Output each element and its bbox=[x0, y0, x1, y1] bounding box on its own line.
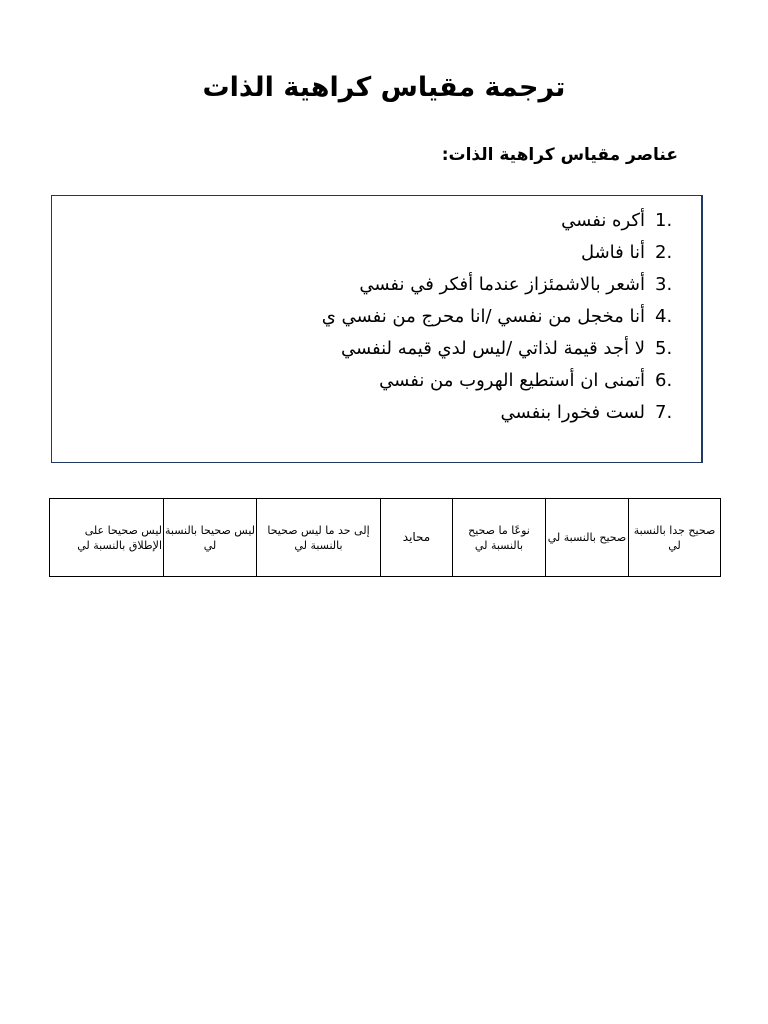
items-box bbox=[51, 195, 703, 463]
item-number: 6. bbox=[655, 370, 673, 391]
scale-option-somewhat-true: نوعًا ما صحيح بالنسبة لي bbox=[453, 499, 546, 577]
item-number: 2. bbox=[655, 242, 673, 263]
list-item bbox=[322, 301, 693, 333]
scale-option-true: صحيح بالنسبة لي bbox=[546, 499, 629, 577]
item-text: لست فخورا بنفسي bbox=[500, 402, 645, 423]
item-text: أشعر بالاشمئزاز عندما أفكر في نفسي bbox=[359, 274, 645, 295]
list-item bbox=[322, 365, 693, 397]
list-item bbox=[322, 237, 693, 269]
section-heading: عناصر مقياس كراهية الذات: bbox=[441, 145, 678, 165]
item-text: أنا فاشل bbox=[580, 242, 645, 263]
item-text: أكره نفسي bbox=[561, 210, 645, 231]
item-number: 3. bbox=[655, 274, 673, 295]
table-row bbox=[50, 499, 721, 577]
items-list bbox=[322, 205, 693, 429]
list-item bbox=[322, 269, 693, 301]
list-item bbox=[322, 333, 693, 365]
item-number: 7. bbox=[655, 402, 673, 423]
list-item bbox=[322, 205, 693, 237]
item-text: أنا مخجل من نفسي /انا محرج من نفسي ي bbox=[321, 306, 645, 327]
response-scale-table bbox=[49, 498, 721, 577]
page-title: ترجمة مقياس كراهية الذات bbox=[202, 72, 566, 103]
item-number: 1. bbox=[655, 210, 673, 231]
list-item bbox=[322, 397, 693, 429]
item-text: أتمنى ان أستطيع الهروب من نفسي bbox=[379, 370, 645, 391]
scale-option-not-at-all-true: ليس صحيحا على الإطلاق بالنسبة لي bbox=[50, 499, 164, 577]
item-text: لا أجد قيمة لذاتي /ليس لدي قيمه لنفسي bbox=[340, 338, 645, 359]
item-number: 4. bbox=[655, 306, 673, 327]
scale-option-somewhat-untrue: إلى حد ما ليس صحيحا بالنسبة لي bbox=[257, 499, 381, 577]
scale-option-untrue: ليس صحيحا بالنسبة لي bbox=[164, 499, 257, 577]
scale-option-very-true: صحيح جدا بالنسبة لي bbox=[629, 499, 721, 577]
item-number: 5. bbox=[655, 338, 673, 359]
scale-option-neutral: محايد bbox=[381, 499, 453, 577]
